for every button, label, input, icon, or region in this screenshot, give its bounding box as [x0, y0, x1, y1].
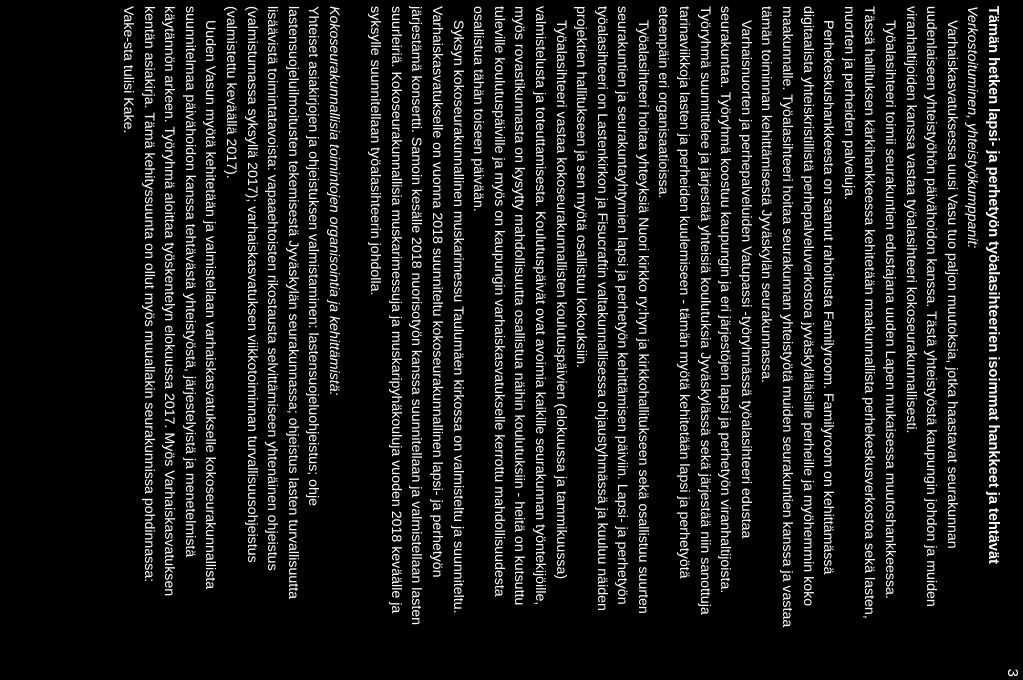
text-line: suunnitelmaa päivähoidon kanssa tehtävästä yhteistyöstä, järjestelyistä ja menetelmistä: [181, 6, 198, 558]
text-line: tämän toiminnan kehittämisestä Jyväskylän seurakunnassa.: [758, 6, 775, 383]
text-line: Tässä hallituksen kärkihankkeessa kehitetään maakunnallista perhekeskusverkostoa sekä lasten,: [861, 6, 878, 619]
text-line: tuleville koulutuspäiville ja myös on kaupungin varhaiskasvatukselle kerrottu mahdollisuudesta: [490, 6, 507, 597]
text-line: Työryhmä suunnittelee ja järjestää yhteisiä koulutuksia Jyväskylässä sekä järjestää niin sanottuja: [696, 6, 713, 615]
text-line: järjestämä konsertti. Samoin kesälle 2018 nuorisotyön kanssa suunnitellaan ja valmistellaan lasten: [408, 6, 425, 626]
text-line: maakunnalle. Työalasihteeri hoitaa seurakunnan yhteistyötä muiden seurakuntien kanssa ja vastaa: [779, 6, 796, 628]
text-line: käytännön arkeen. Työryhmä aloittaa työskentelyn elokuussa 2017. Myös Varhaiskasvatuksen: [161, 6, 178, 597]
text-line: uudenlaiseen yhteistyöhön päivähoidon kanssa. Tästä yhteistyöstä kaupungin johdon ja muiden: [923, 6, 940, 607]
text-line: lisäävistä toimintatavoista: vapaaehtoisten rikostausta selvittämiseen yhtenäinen ohjeistus: [264, 6, 281, 571]
text-line: nuorten ja perheiden palveluja.: [840, 6, 857, 201]
text-line: Uuden Vasun myötä kehitetään ja valmistellaan varhaiskasvatukselle kokoseurakunnallista: [202, 20, 219, 590]
text-line: myös rovastikunnasta on kysytty mahdollisuutta osallistua näihin koulutuksiin - heitä on kutsuttu: [511, 6, 528, 606]
text-line: työalasihteeri on Lastenkirkon ja Fisucraftin valtakunnallisessa ohjaustyhmässä ja kuuluu näiden: [593, 6, 610, 611]
text-line: Työalasihteeri toimii seurakuntien edustajana uuden Lapen mukaisessa muutoshankkeessa.: [882, 20, 899, 599]
subsection-heading: Verkostoituminen, yhteistyökumppanit:: [964, 6, 981, 249]
text-line: suurleiriä. Kokoseurakunnallisia muskarimessuja ja muskaripyhäkouluja vuoden 2018 keväälle ja: [387, 6, 404, 614]
text-line: digitaalista yhteiskristillistä perhepalveluverkostoa jyväskyläläisille perheille ja myöhemmin koko: [799, 6, 816, 607]
text-line: Syksyn kokoseurakunnallinen muskarimessu Taulumäen kirkossa on valmisteltu ja suunniteltu.: [449, 20, 466, 614]
text-line: Yhteiset asiakirjojen ja ohjeistuksen valmistaminen: lastensuojeluohjeistus; ohje: [305, 6, 322, 506]
text-line: Työalasihteeri vastaa kokoseurakunnallisten koulutuspäivien (elokuussa ja tammikuussa): [552, 20, 569, 580]
text-line: kentän asiakirja. Tämä kehityssuunta on ollut myös muuallakin seurakunnissa pohdinnassa:: [140, 6, 157, 583]
text-line: seurakuntien ja seurakuntayhtymien lapsi ja perhetyön kehittämisen päiviin. Lapsi- ja perhetyön: [614, 6, 631, 605]
text-line: eteenpäin eri organisaatioissa.: [655, 6, 672, 199]
subsection-heading: Kokoseurakunnallisia toimintojen organisointia ja kehittämistä:: [326, 6, 342, 396]
text-line: valmistelusta ja toteuttamisesta. Koulutuspäivät ovat avoimia kaikille seurakunnan työntekijöille,: [531, 6, 548, 606]
text-line: (valmistumassa syksyllä 2017); varhaiskasvatuksen viikkotoiminnan turvallisuusohjeistus: [243, 6, 260, 563]
text-line: lastensuojeluilmoitusten tekemisestä Jyväskylän seurakunnassa; ohjeistus lasten turvallisuutta: [284, 6, 301, 600]
text-line: Vake-sta tulisi Kake.: [120, 6, 137, 134]
section-heading: Tämän hetken lapsi- ja perhetyön työalasihteerien isoimmat hankkeet ja tehtävät: [985, 6, 1001, 564]
text-line: viranhaltijoiden kanssa vastaa työalasihteeri kokoseurakunnallisesti.: [902, 6, 919, 434]
text-line: Varhaisnuorten ja perhepalveluiden Vatupassi -työryhmässä työalasihteeri edustaa: [737, 20, 754, 539]
blank-line: [344, 6, 365, 674]
text-line: Varhaiskasvatukselle on vuonna 2018 suunniteltu kokoseurakunnallinen lapsi- ja perhetyön: [428, 6, 445, 578]
document-body: [117, 6, 1003, 674]
text-line: seurakuntaa. Työryhmä koostuu kaupungin ja eri järjestöjen lapsi ja perhetyön viranhaltijoista.: [717, 6, 734, 594]
text-line: osallistua tähän toiseen päivään.: [470, 6, 487, 212]
text-line: syksylle suunnitellaan työalasihteerin johdolla.: [367, 6, 384, 296]
text-line: Perhekeskushankkeesta on saanut rahoitusta Familyroom. Familyroom on kehittämässä: [820, 20, 837, 575]
text-line: Varhaiskasvatuksessa uusi Vasu tuo paljon muutoksia, jotka haastavat seurakunnan: [943, 20, 960, 549]
text-line: (valmistettu keväällä 2017).: [223, 6, 240, 179]
page-number: 3: [1004, 668, 1021, 677]
text-line: projektien hallitukseen ja sen myötä osallistuu kokouksiin.: [573, 6, 590, 368]
text-line: Työalasihteeri hoitaa yhteyksiä Nuori kirkko ry:hyn ja kirkkohallitukseen sekä osallistuu suurten: [634, 20, 651, 614]
text-line: tarinaviikkoja lasten ja perheiden kuulemiseen - tämän myötä kehitetään lapsi ja perhetyötä: [676, 6, 693, 579]
